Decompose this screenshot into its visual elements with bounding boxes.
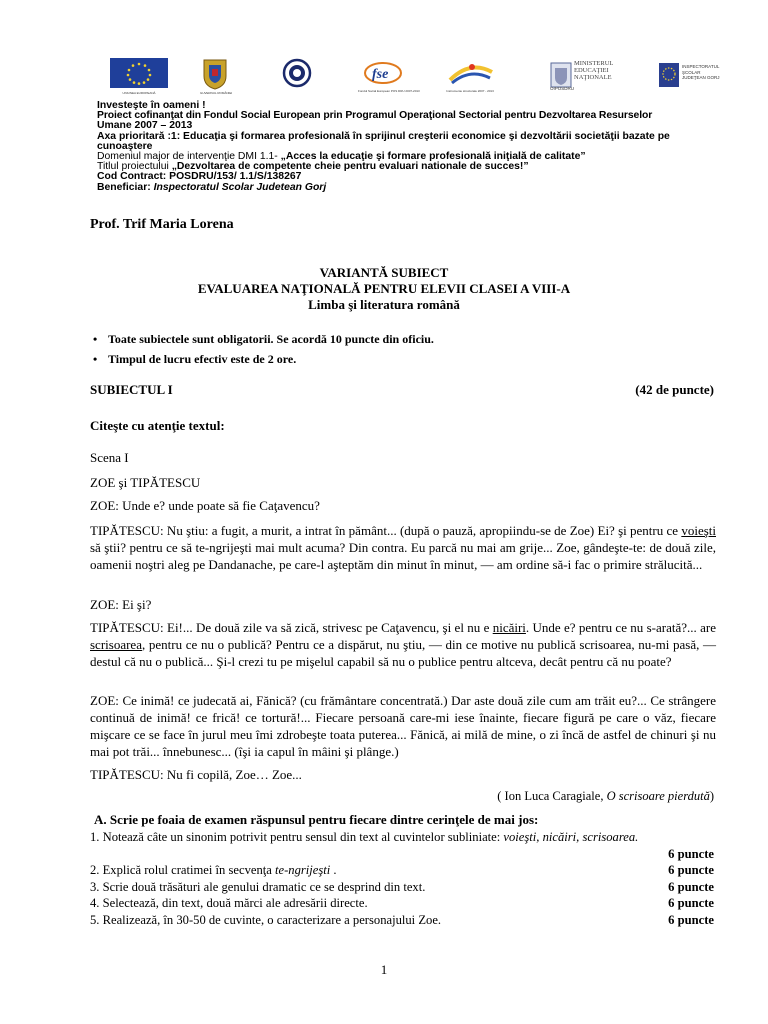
crest-icon: [200, 58, 230, 90]
q2-points: 6 puncte: [668, 863, 714, 877]
project-line-2: Umane 2007 – 2013: [97, 120, 193, 132]
page-number: 1: [380, 962, 388, 977]
ministry-line-1: MINISTERUL: [574, 60, 614, 67]
education-crest-icon: [550, 62, 572, 88]
section-title: SUBIECTUL I: [90, 382, 173, 397]
question-2: [90, 862, 714, 879]
ministry-line-3: NAŢIONALE: [574, 74, 612, 81]
q1-words: voieşti, nicăiri, scrisoarea.: [503, 830, 639, 844]
eu-flag-icon: [110, 58, 168, 88]
q2-end: .: [330, 863, 337, 877]
ministry-education-logo: [550, 58, 630, 98]
dialogue-zoe-3: ZOE: Ce inimă! ce judecată ai, Fănică? (cu frământare concentrată.) Dar aste două zile cum am trăit eu?... Ce strângere continuă de inimă! ce frică! ce tortură!... Fiecare persoană care-mi iese înainte, fiecare figură pe care o văz, fiecare mişcare ce se face în jurul meu îmi zdrobeşte toata puterea... Fănică, ai milă de mine, o zi încă de astfel de chinuri şi nu mai pot trăi... înnebunesc... (îşi ia capul în mâini şi plânge.): [90, 693, 716, 759]
dialogue-zoe-2: ZOE: Ei şi?: [90, 597, 152, 612]
government-label: GUVERNUL ROMÂNIEI: [200, 91, 233, 95]
eu-label: UNIUNEA EUROPEANĂ: [122, 91, 156, 95]
domain-bold: „Acces la educaţie şi formare profesională iniţială de calitate”: [280, 151, 586, 163]
title-exam: EVALUAREA NAŢIONALĂ PENTRU ELEVII CLASEI A VIII-A: [197, 281, 571, 296]
question-5: [90, 912, 714, 929]
beneficiar-value: Inspectoratul Scolar Judetean Gorj: [153, 181, 327, 193]
structural-icon: [440, 58, 500, 88]
source-prefix: ( Ion Luca Caragiale,: [497, 789, 607, 803]
title-subject: Limba şi literatura română: [308, 297, 460, 312]
ministry-seal-logo: [282, 58, 312, 98]
ministry-line-2: EDUCAŢIEI: [574, 67, 609, 74]
q4-text: 4. Selectează, din text, două mărci ale adresării directe.: [90, 896, 368, 910]
ministry-sub: OIPOSDRU: [550, 86, 575, 91]
question-1-points-row: [90, 846, 714, 863]
axis-line-2: cunoaştere: [97, 140, 153, 152]
title-bold: „Dezvoltarea de competente cheie pentru evaluari nationale de succes!”: [171, 161, 529, 173]
structural-label: Instrumente structurale 2007 - 2013: [446, 89, 494, 93]
section-header: [90, 382, 714, 398]
q5-points: 6 puncte: [668, 913, 714, 927]
question-1: [90, 829, 714, 846]
project-header: [97, 101, 727, 193]
government-crest-logo: [200, 58, 233, 98]
source-citation: [497, 789, 714, 804]
dialogue-tipatescu-2: [90, 619, 716, 670]
title-variant: VARIANTĂ SUBIECT: [319, 265, 449, 280]
t1-a: TIPĂTESCU: Nu ştiu: a fugit, a murit, a intrat în pământ... (după o pauză, apropiindu-se de Zoe) Ei? şi pentru ce: [90, 523, 682, 538]
invest-line: Investeşte în oameni !: [97, 100, 206, 111]
dialogue-tipatescu-1: [90, 522, 716, 573]
eu-flag-logo: [110, 58, 168, 98]
scene-label: Scena I: [90, 450, 129, 465]
question-4: [90, 895, 714, 912]
task-heading: A. Scrie pe foaia de examen răspunsul pentru fiecare dintre cerinţele de mai jos:: [94, 812, 539, 827]
q3-points: 6 puncte: [668, 880, 714, 894]
t2-c: , pentru ce nu o publică? Pentru ce a dispărut, nu ştiu, — din ce motive nu publică scrisoarea, nu-mi pasă, — destul că nu o publică... Şi-l crezi tu pe mişelul capabil să nu o publice pentru altceva, decât pentru că nu poate?: [90, 637, 716, 669]
question-3: [90, 879, 714, 896]
title-prefix: Titlul proiectului: [97, 161, 172, 173]
inspectorate-icon: [658, 62, 680, 88]
author: Prof. Trif Maria Lorena: [90, 217, 234, 232]
section-points: (42 de puncte): [635, 382, 714, 397]
fse-logo: [358, 58, 420, 98]
q2-word: te-ngrijeşti: [275, 863, 331, 877]
q5-text: 5. Realizează, în 30-50 de cuvinte, o caracterizare a personajului Zoe.: [90, 913, 442, 927]
characters-line: ZOE şi TIPĂTESCU: [90, 475, 201, 490]
q2-text: 2. Explică rolul cratimei în secvenţa: [90, 863, 275, 877]
dialogue-tipatescu-3: TIPĂTESCU: Nu fi copilă, Zoe… Zoe...: [90, 767, 302, 782]
contract-line: Cod Contract: POSDRU/153/ 1.1/S/138267: [97, 171, 302, 183]
beneficiar-line: [97, 183, 727, 193]
svg-text:fse: fse: [372, 67, 389, 82]
underlined-voiesti: voieşti: [681, 523, 716, 538]
q3-text: 3. Scrie două trăsături ale genului dramatic ce se desprind din text.: [90, 880, 426, 894]
t1-b: să ştii? pentru ce să te-ngrijeşti mai mult acuma? Din contra. Eu parcă nu mai am grije... Zoe, gândeşte-te: de două zile, oamenii noştri aleg pe Dandanache, pe care-l aşteptăm din minut în minut, — am ordine să-i fac o primire strălucită...: [90, 540, 716, 572]
q1-points: 6 puncte: [668, 847, 714, 861]
fse-icon: [358, 58, 408, 88]
inspectorate-label: INSPECTORATUL ŞCOLAR JUDEŢEAN GORJ: [682, 64, 720, 80]
t2-b: . Unde e? pentru ce nu s-arată?... are: [525, 620, 716, 635]
axis-text: Axa prioritară :1: Educaţia şi formarea profesională în sprijinul creşterii economice şi dezvoltării societăţii bazate pe: [97, 130, 670, 142]
underlined-nicairi: nicăiri: [492, 620, 526, 635]
dialogue-zoe-1: ZOE: Unde e? unde poate să fie Caţavencu?: [90, 498, 320, 513]
inspectorate-logo: [658, 58, 720, 98]
source-suffix: ): [709, 789, 714, 803]
ministry-text: [574, 60, 613, 81]
fse-label: Fondul Social European POS DRU 2007-2013: [358, 89, 420, 93]
q4-points: 6 puncte: [668, 896, 714, 910]
underlined-scrisoarea: scrisoarea: [90, 637, 142, 652]
axis-line-1: [97, 132, 727, 142]
t2-a: TIPĂTESCU: Ei!... De două zile va să zică, strivesc pe Caţavencu, şi el nu e: [90, 620, 493, 635]
project-line-1: Proiect cofinanţat din Fondul Social European prin Programul Operaţional Sectorial pentru Dezvoltarea Resurselor: [97, 110, 653, 122]
instructions-list: [93, 332, 434, 372]
structural-instruments-logo: [440, 58, 500, 98]
instruction-item: • Toate subiectele sunt obligatorii. Se acordă 10 puncte din oficiu.: [93, 332, 434, 352]
q1-text: 1. Notează câte un sinonim potrivit pentru sensul din text al cuvintelor subliniate:: [90, 830, 504, 844]
instruction-item: • Timpul de lucru efectiv este de 2 ore.: [93, 352, 434, 372]
domain-prefix: Domeniul major de intervenţie DMI 1.1-: [97, 151, 281, 163]
source-title: O scrisoare pierdută: [606, 789, 710, 803]
beneficiar-prefix: Beneficiar:: [97, 181, 154, 193]
seal-icon: [282, 58, 312, 88]
header-logos: [100, 58, 720, 100]
read-prompt: Citeşte cu atenţie textul:: [90, 418, 225, 433]
